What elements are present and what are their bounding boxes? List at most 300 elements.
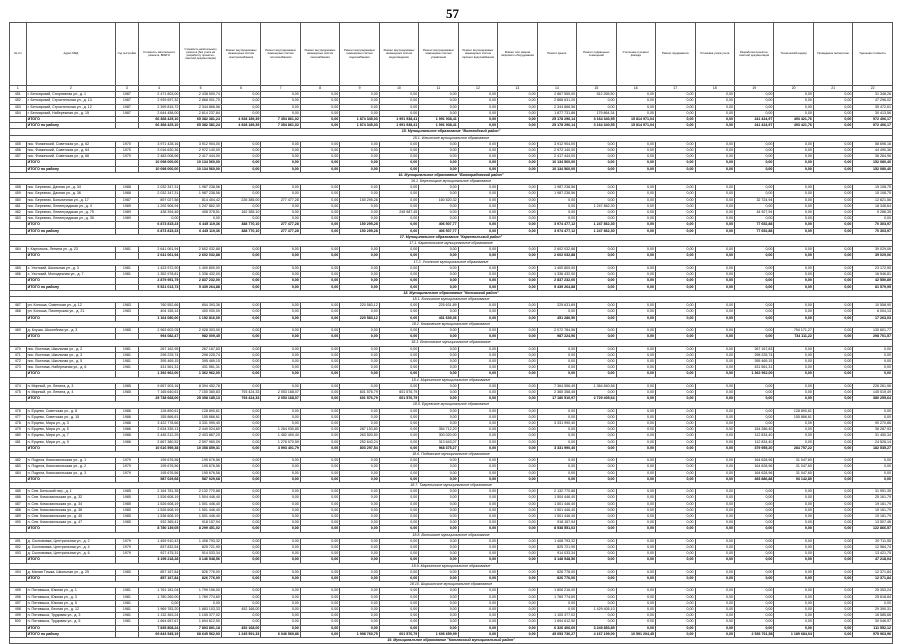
amount-cell: 0,00: [419, 551, 458, 557]
amount-cell: 0,00: [577, 253, 616, 259]
amount-cell: 0,00: [656, 588, 695, 594]
amount-cell: 0,00: [577, 476, 616, 482]
amount-cell: 25 358 185,13: [180, 396, 222, 402]
amount-cell: 0,00: [379, 197, 418, 203]
amount-cell: 30 046,97: [853, 619, 893, 625]
amount-cell: 0,00: [261, 154, 300, 160]
amount-cell: 25 178 296,14: [537, 123, 576, 129]
amount-cell: 0,00: [616, 470, 655, 476]
amount-cell: 0,00: [734, 303, 773, 309]
amount-cell: 13 507,46: [853, 520, 893, 526]
amount-cell: 0,00: [656, 613, 695, 619]
amount-cell: 0,00: [656, 303, 695, 309]
amount-cell: 42 550,89: [853, 278, 893, 284]
address-cell: ИТОГО: [26, 576, 115, 582]
address-cell: ИТОГО: [26, 315, 115, 321]
amount-cell: 0,00: [577, 538, 616, 544]
section-title: 18.5. Ерцевское муниципальное образование: [10, 402, 893, 408]
address-cell: пос. Вохтома, Школьная ул., д. 5: [26, 358, 115, 364]
amount-cell: 0,00: [300, 427, 339, 433]
amount-cell: 0,00: [813, 557, 852, 563]
amount-cell: 0,00: [774, 557, 813, 563]
amount-cell: 25 353,24: [853, 588, 893, 594]
amount-cell: 2 963 602,05: [138, 327, 180, 333]
amount-cell: 0,00: [577, 104, 616, 110]
amount-cell: 16 585,66: [853, 613, 893, 619]
amount-cell: 0,00: [656, 389, 695, 395]
amount-cell: 0,00: [300, 123, 339, 129]
amount-cell: 0,00: [616, 594, 655, 600]
amount-cell: 0,00: [537, 458, 576, 464]
amount-cell: 0,00: [261, 141, 300, 147]
amount-cell: 0,00: [458, 501, 497, 507]
amount-cell: 0,00: [774, 278, 813, 284]
row-number: 469: [10, 327, 27, 333]
amount-cell: 0,00: [340, 110, 379, 116]
amount-cell: 164 628,96: [734, 464, 773, 470]
column-index: 12: [458, 86, 497, 92]
amount-cell: 0,00: [774, 222, 813, 228]
amount-cell: 0,00: [300, 327, 339, 333]
amount-cell: 0,00: [656, 117, 695, 123]
amount-cell: 0,00: [774, 439, 813, 445]
amount-cell: 0,00: [695, 253, 734, 259]
amount-cell: 0,00: [695, 427, 734, 433]
amount-cell: 0,00: [695, 284, 734, 290]
amount-cell: 0,00: [419, 334, 458, 340]
amount-cell: 1 877 731,86: [537, 110, 576, 116]
amount-cell: 0,00: [853, 414, 893, 420]
address-cell: пос. Вохтома, Набережная ул., д. 6: [26, 365, 115, 371]
amount-cell: 0,00: [261, 365, 300, 371]
amount-cell: 0,00: [498, 427, 537, 433]
amount-cell: 2 614 237,84: [180, 110, 222, 116]
amount-cell: 0,00: [774, 594, 813, 600]
amount-cell: 914 033,34: [180, 551, 222, 557]
amount-cell: 0,00: [498, 141, 537, 147]
row-number: 462: [10, 210, 27, 216]
amount-cell: 3 912 904,00: [180, 141, 222, 147]
address-cell: пос. Березник, Дачная ул., д. 36: [26, 191, 115, 197]
amount-cell: 0,00: [261, 278, 300, 284]
amount-cell: 226 385,00: [221, 197, 260, 203]
amount-cell: 0,00: [695, 625, 734, 631]
amount-cell: 0,00: [616, 476, 655, 482]
amount-cell: 0,00: [656, 476, 695, 482]
amount-cell: 0,00: [656, 228, 695, 234]
amount-cell: 1 874 345,03: [340, 123, 379, 129]
amount-cell: 0,00: [695, 520, 734, 526]
column-index: 22: [853, 86, 893, 92]
amount-cell: 0,00: [261, 104, 300, 110]
amount-cell: 10 134 560,00: [180, 166, 222, 172]
amount-cell: 0,00: [656, 594, 695, 600]
amount-cell: 45 053 736,27: [537, 631, 576, 637]
address-cell: п. Пятиюшка, Трудовая ул., д. 3: [26, 613, 115, 619]
amount-cell: 0,00: [656, 358, 695, 364]
amount-cell: 0,00: [498, 358, 537, 364]
amount-cell: 5 286,35: [853, 210, 893, 216]
amount-cell: 3 164 340,55: [577, 117, 616, 123]
address-cell: п. Ерцево, Советская ул., д. 8: [26, 408, 115, 414]
amount-cell: 0,00: [379, 315, 418, 321]
amount-cell: 0,00: [813, 358, 852, 364]
amount-cell: 0,00: [458, 228, 497, 234]
amount-cell: 0,00: [419, 420, 458, 426]
amount-cell: 0,00: [458, 98, 497, 104]
section-title: 16.1. Березницкое муниципальное образование: [10, 179, 893, 185]
amount-cell: 0,00: [498, 625, 537, 631]
amount-cell: 0,00: [813, 607, 852, 613]
amount-cell: 0,00: [813, 619, 852, 625]
amount-cell: 0,00: [221, 98, 260, 104]
amount-cell: 0,00: [379, 346, 418, 352]
amount-cell: 857 167,84: [138, 576, 180, 582]
address-cell: с. Ухотский, Школьная ул., д. 3: [26, 265, 115, 271]
amount-cell: 128 890,61: [180, 408, 222, 414]
amount-cell: 0,00: [813, 197, 852, 203]
amount-cell: 0,00: [419, 141, 458, 147]
amount-cell: 10 134 560,00: [537, 166, 576, 172]
amount-cell: 277 477,28: [261, 197, 300, 203]
amount-cell: 0,00: [616, 303, 655, 309]
amount-cell: 0,00: [221, 427, 260, 433]
amount-cell: 2 471 803,00: [138, 92, 180, 98]
amount-cell: 0,00: [221, 445, 260, 451]
amount-cell: 5 439 264,88: [180, 284, 222, 290]
amount-cell: 0,00: [340, 216, 379, 222]
amount-cell: 0,00: [498, 365, 537, 371]
amount-cell: 36 287,93: [853, 427, 893, 433]
amount-cell: 0,00: [695, 117, 734, 123]
year-cell: 1981: [115, 358, 138, 364]
amount-cell: 0,00: [656, 526, 695, 532]
section-title: 17. Муниципальное образование "Каргопольский район": [10, 234, 893, 240]
amount-cell: 0,00: [458, 185, 497, 191]
amount-cell: 0,00: [813, 588, 852, 594]
amount-cell: 493 886,88: [734, 476, 773, 482]
amount-cell: 0,00: [537, 427, 576, 433]
amount-cell: 1 408 793,32: [180, 538, 222, 544]
amount-cell: 0,00: [300, 383, 339, 389]
section-title: 18.4. Мирнинское муниципальное образование: [10, 377, 893, 383]
column-index: 6: [221, 86, 260, 92]
amount-cell: 0,00: [734, 327, 773, 333]
amount-cell: 0,00: [300, 210, 339, 216]
amount-cell: 0,00: [419, 203, 458, 209]
amount-cell: 754 171,27: [774, 327, 813, 333]
amount-cell: 1 423 972,90: [138, 265, 180, 271]
amount-cell: 379 955,20: [734, 445, 773, 451]
amount-cell: 0,00: [813, 489, 852, 495]
amount-cell: 0,00: [300, 420, 339, 426]
amount-cell: 0,00: [577, 358, 616, 364]
amount-cell: 1 664 657,67: [138, 619, 180, 625]
section-title: 18.2. Климовское муниципальное образование: [10, 321, 893, 327]
row-number: 494: [10, 569, 27, 575]
amount-cell: 0,00: [813, 309, 852, 315]
address-cell: пос. Фоминский, Советская ул., д. 62: [26, 141, 115, 147]
amount-cell: 0,00: [656, 253, 695, 259]
amount-cell: 6 445 119,36: [180, 228, 222, 234]
amount-cell: 0,00: [498, 489, 537, 495]
amount-cell: 0,00: [340, 272, 379, 278]
amount-cell: 0,00: [734, 607, 773, 613]
amount-cell: 406 507,77: [419, 222, 458, 228]
amount-cell: 2 417 444,00: [537, 154, 576, 160]
amount-cell: 1 429 405,10: [577, 607, 616, 613]
amount-cell: 195 676,56: [138, 470, 180, 476]
year-cell: 1985: [115, 514, 138, 520]
amount-cell: 0,00: [221, 613, 260, 619]
amount-cell: 31 348,26: [853, 92, 893, 98]
amount-cell: 0,00: [458, 476, 497, 482]
amount-cell: 0,00: [458, 613, 497, 619]
amount-cell: 0,00: [734, 594, 773, 600]
amount-cell: 0,00: [300, 247, 339, 253]
amount-cell: 0,00: [379, 526, 418, 532]
amount-cell: 601 576,79: [340, 396, 379, 402]
address-cell: д. Малая Тишка, Школьная ул., д. 25: [26, 569, 115, 575]
amount-cell: 2 879 951,79: [138, 278, 180, 284]
amount-cell: 0,00: [340, 346, 379, 352]
amount-cell: 0,00: [419, 520, 458, 526]
amount-cell: 0,00: [656, 414, 695, 420]
amount-cell: 404 155,14: [138, 309, 180, 315]
amount-cell: 0,00: [300, 464, 339, 470]
amount-cell: 267 167,83: [180, 346, 222, 352]
amount-cell: 0,00: [379, 514, 418, 520]
amount-cell: 0,00: [656, 104, 695, 110]
amount-cell: 0,00: [813, 117, 852, 123]
amount-cell: 0,00: [577, 514, 616, 520]
year-cell: 1981: [115, 365, 138, 371]
amount-cell: 0,00: [695, 433, 734, 439]
amount-cell: 0,00: [458, 557, 497, 563]
amount-cell: 0,00: [221, 545, 260, 551]
amount-cell: 0,00: [379, 613, 418, 619]
row-number: 499: [10, 613, 27, 619]
amount-cell: 0,00: [300, 222, 339, 228]
amount-cell: 0,00: [498, 154, 537, 160]
amount-cell: 0,00: [853, 470, 893, 476]
amount-cell: 0,00: [695, 92, 734, 98]
amount-cell: 0,00: [813, 327, 852, 333]
amount-cell: 0,00: [458, 247, 497, 253]
amount-cell: 0,00: [577, 551, 616, 557]
row-number: 456: [10, 148, 27, 154]
amount-cell: 825 721,90: [180, 545, 222, 551]
amount-cell: 0,00: [300, 526, 339, 532]
amount-cell: 0,00: [774, 247, 813, 253]
amount-cell: 0,00: [577, 569, 616, 575]
amount-cell: 0,00: [458, 507, 497, 513]
amount-cell: 826 776,00: [537, 576, 576, 582]
amount-cell: 1 761 181,04: [138, 588, 180, 594]
amount-cell: 0,00: [813, 334, 852, 340]
amount-cell: 793 424,33: [221, 389, 260, 395]
amount-cell: 160 520,32: [419, 197, 458, 203]
column-header: Удельная стоимость: [853, 23, 893, 86]
amount-cell: 0,00: [656, 427, 695, 433]
amount-cell: 0,00: [300, 315, 339, 321]
amount-cell: 7 150 380,83: [180, 389, 222, 395]
amount-cell: 7 354 861,02: [261, 123, 300, 129]
amount-cell: 0,00: [616, 253, 655, 259]
amount-cell: 195 676,56: [180, 470, 222, 476]
row-number: 463: [10, 216, 27, 222]
amount-cell: 15 108,75: [853, 191, 893, 197]
amount-cell: 0,00: [221, 520, 260, 526]
amount-cell: 0,00: [774, 520, 813, 526]
amount-cell: 0,00: [656, 619, 695, 625]
amount-cell: 2 667 380,52: [138, 439, 180, 445]
amount-cell: 0,00: [261, 352, 300, 358]
column-header: Ремонт внутридомовых инженерных систем теплоснабжения: [261, 23, 300, 86]
amount-cell: 0,00: [340, 495, 379, 501]
row-number: 482: [10, 458, 27, 464]
amount-cell: 0,00: [300, 414, 339, 420]
amount-cell: 313 643,07: [419, 439, 458, 445]
amount-cell: 179 864,34: [577, 110, 616, 116]
amount-cell: 0,00: [734, 278, 773, 284]
amount-cell: 0,00: [300, 470, 339, 476]
amount-cell: 0,00: [734, 191, 773, 197]
amount-cell: 0,00: [379, 247, 418, 253]
row-number: 472: [10, 358, 27, 364]
amount-cell: 81 579,95: [853, 284, 893, 290]
amount-cell: 0,00: [774, 551, 813, 557]
amount-cell: 0,00: [813, 414, 852, 420]
amount-cell: 3 331 990,40: [537, 420, 576, 426]
amount-cell: 0,00: [498, 383, 537, 389]
year-cell: 1983: [115, 309, 138, 315]
amount-cell: 0,00: [340, 278, 379, 284]
amount-cell: 0,00: [221, 110, 260, 116]
amount-cell: 0,00: [498, 501, 537, 507]
amount-cell: 0,00: [300, 265, 339, 271]
amount-cell: 0,00: [656, 631, 695, 637]
section-title: 15. Муниципальное образование "Вилегодский район": [10, 129, 893, 135]
amount-cell: 0,00: [261, 148, 300, 154]
amount-cell: 0,00: [774, 538, 813, 544]
amount-cell: 1 501 446,40: [537, 501, 576, 507]
amount-cell: 0,00: [261, 191, 300, 197]
amount-cell: 4 167 199,00: [577, 631, 616, 637]
amount-cell: 857 167,84: [138, 569, 180, 575]
amount-cell: 0,00: [656, 222, 695, 228]
address-cell: п. Пятиюшка, Трудовая ул., д. 5: [26, 619, 115, 625]
amount-cell: 2 867 555,00: [537, 92, 576, 98]
amount-cell: 0,00: [379, 265, 418, 271]
column-index: 4: [138, 86, 180, 92]
amount-cell: 0,00: [734, 551, 773, 557]
amount-cell: 152 080,40: [853, 166, 893, 172]
amount-cell: 0,00: [300, 538, 339, 544]
amount-cell: 0,00: [379, 154, 418, 160]
amount-cell: 0,00: [695, 458, 734, 464]
address-cell: с. Ухотский, Молодежная ул., д. 7: [26, 272, 115, 278]
amount-cell: 0,00: [221, 476, 260, 482]
amount-cell: 0,00: [695, 557, 734, 563]
amount-cell: 0,00: [774, 389, 813, 395]
amount-cell: 0,00: [261, 203, 300, 209]
amount-cell: 0,00: [458, 520, 497, 526]
amount-cell: 803 297,54: [340, 445, 379, 451]
row-number: 478: [10, 420, 27, 426]
amount-cell: 0,00: [734, 588, 773, 594]
amount-cell: 0,00: [695, 141, 734, 147]
amount-cell: 0,00: [656, 203, 695, 209]
amount-cell: 0,00: [616, 154, 655, 160]
amount-cell: 0,00: [379, 371, 418, 377]
amount-cell: 0,00: [774, 396, 813, 402]
amount-cell: 10 591 204,45: [616, 631, 655, 637]
amount-cell: 0,00: [498, 414, 537, 420]
amount-cell: 6 873 815,23: [138, 222, 180, 228]
amount-cell: 0,00: [379, 160, 418, 166]
year-cell: 1986: [115, 420, 138, 426]
amount-cell: 1 336 432,00: [537, 272, 576, 278]
amount-cell: 0,00: [695, 197, 734, 203]
row-number: 485: [10, 489, 27, 495]
amount-cell: 0,00: [616, 247, 655, 253]
amount-cell: 0,00: [221, 383, 260, 389]
amount-cell: 122 866,57: [853, 526, 893, 532]
amount-cell: 2 972 140,00: [537, 148, 576, 154]
address-cell: пос. Березник, Ленинградская ул., д. 75: [26, 210, 115, 216]
amount-cell: 493 421,76: [774, 123, 813, 129]
amount-cell: 0,00: [498, 433, 537, 439]
amount-cell: 0,00: [379, 625, 418, 631]
amount-cell: 0,00: [340, 284, 379, 290]
amount-cell: 0,00: [261, 371, 300, 377]
amount-cell: 0,00: [498, 216, 537, 222]
amount-cell: 0,00: [616, 358, 655, 364]
amount-cell: 0,00: [695, 98, 734, 104]
amount-cell: 0,00: [813, 613, 852, 619]
amount-cell: 1 189 684,04: [774, 631, 813, 637]
amount-cell: 0,00: [656, 569, 695, 575]
amount-cell: 0,00: [537, 346, 576, 352]
amount-cell: 0,00: [340, 371, 379, 377]
amount-cell: 0,00: [221, 327, 260, 333]
amount-cell: 0,00: [458, 315, 497, 321]
amount-cell: 0,00: [734, 253, 773, 259]
amount-cell: 0,00: [458, 191, 497, 197]
year-cell: 1988: [115, 185, 138, 191]
amount-cell: 0,00: [577, 495, 616, 501]
amount-cell: 0,00: [221, 104, 260, 110]
amount-cell: 0,00: [419, 166, 458, 172]
amount-cell: 0,00: [616, 141, 655, 147]
amount-cell: 0,00: [379, 420, 418, 426]
address-cell: ИТОГО: [26, 278, 115, 284]
amount-cell: 20 711,55: [853, 538, 893, 544]
amount-cell: 1 987 238,56: [180, 191, 222, 197]
amount-cell: 0,00: [458, 396, 497, 402]
amount-cell: 837 832,54: [138, 545, 180, 551]
amount-cell: 0,00: [340, 210, 379, 216]
amount-cell: 0,00: [577, 576, 616, 582]
year-cell: 1979: [115, 538, 138, 544]
amount-cell: 0,00: [379, 303, 418, 309]
amount-cell: 0,00: [577, 160, 616, 166]
amount-cell: 0,00: [616, 216, 655, 222]
amount-cell: 0,00: [498, 98, 537, 104]
address-cell: п. Мирный, ул. Ленина, д. 4: [26, 389, 115, 395]
amount-cell: 0,00: [577, 433, 616, 439]
